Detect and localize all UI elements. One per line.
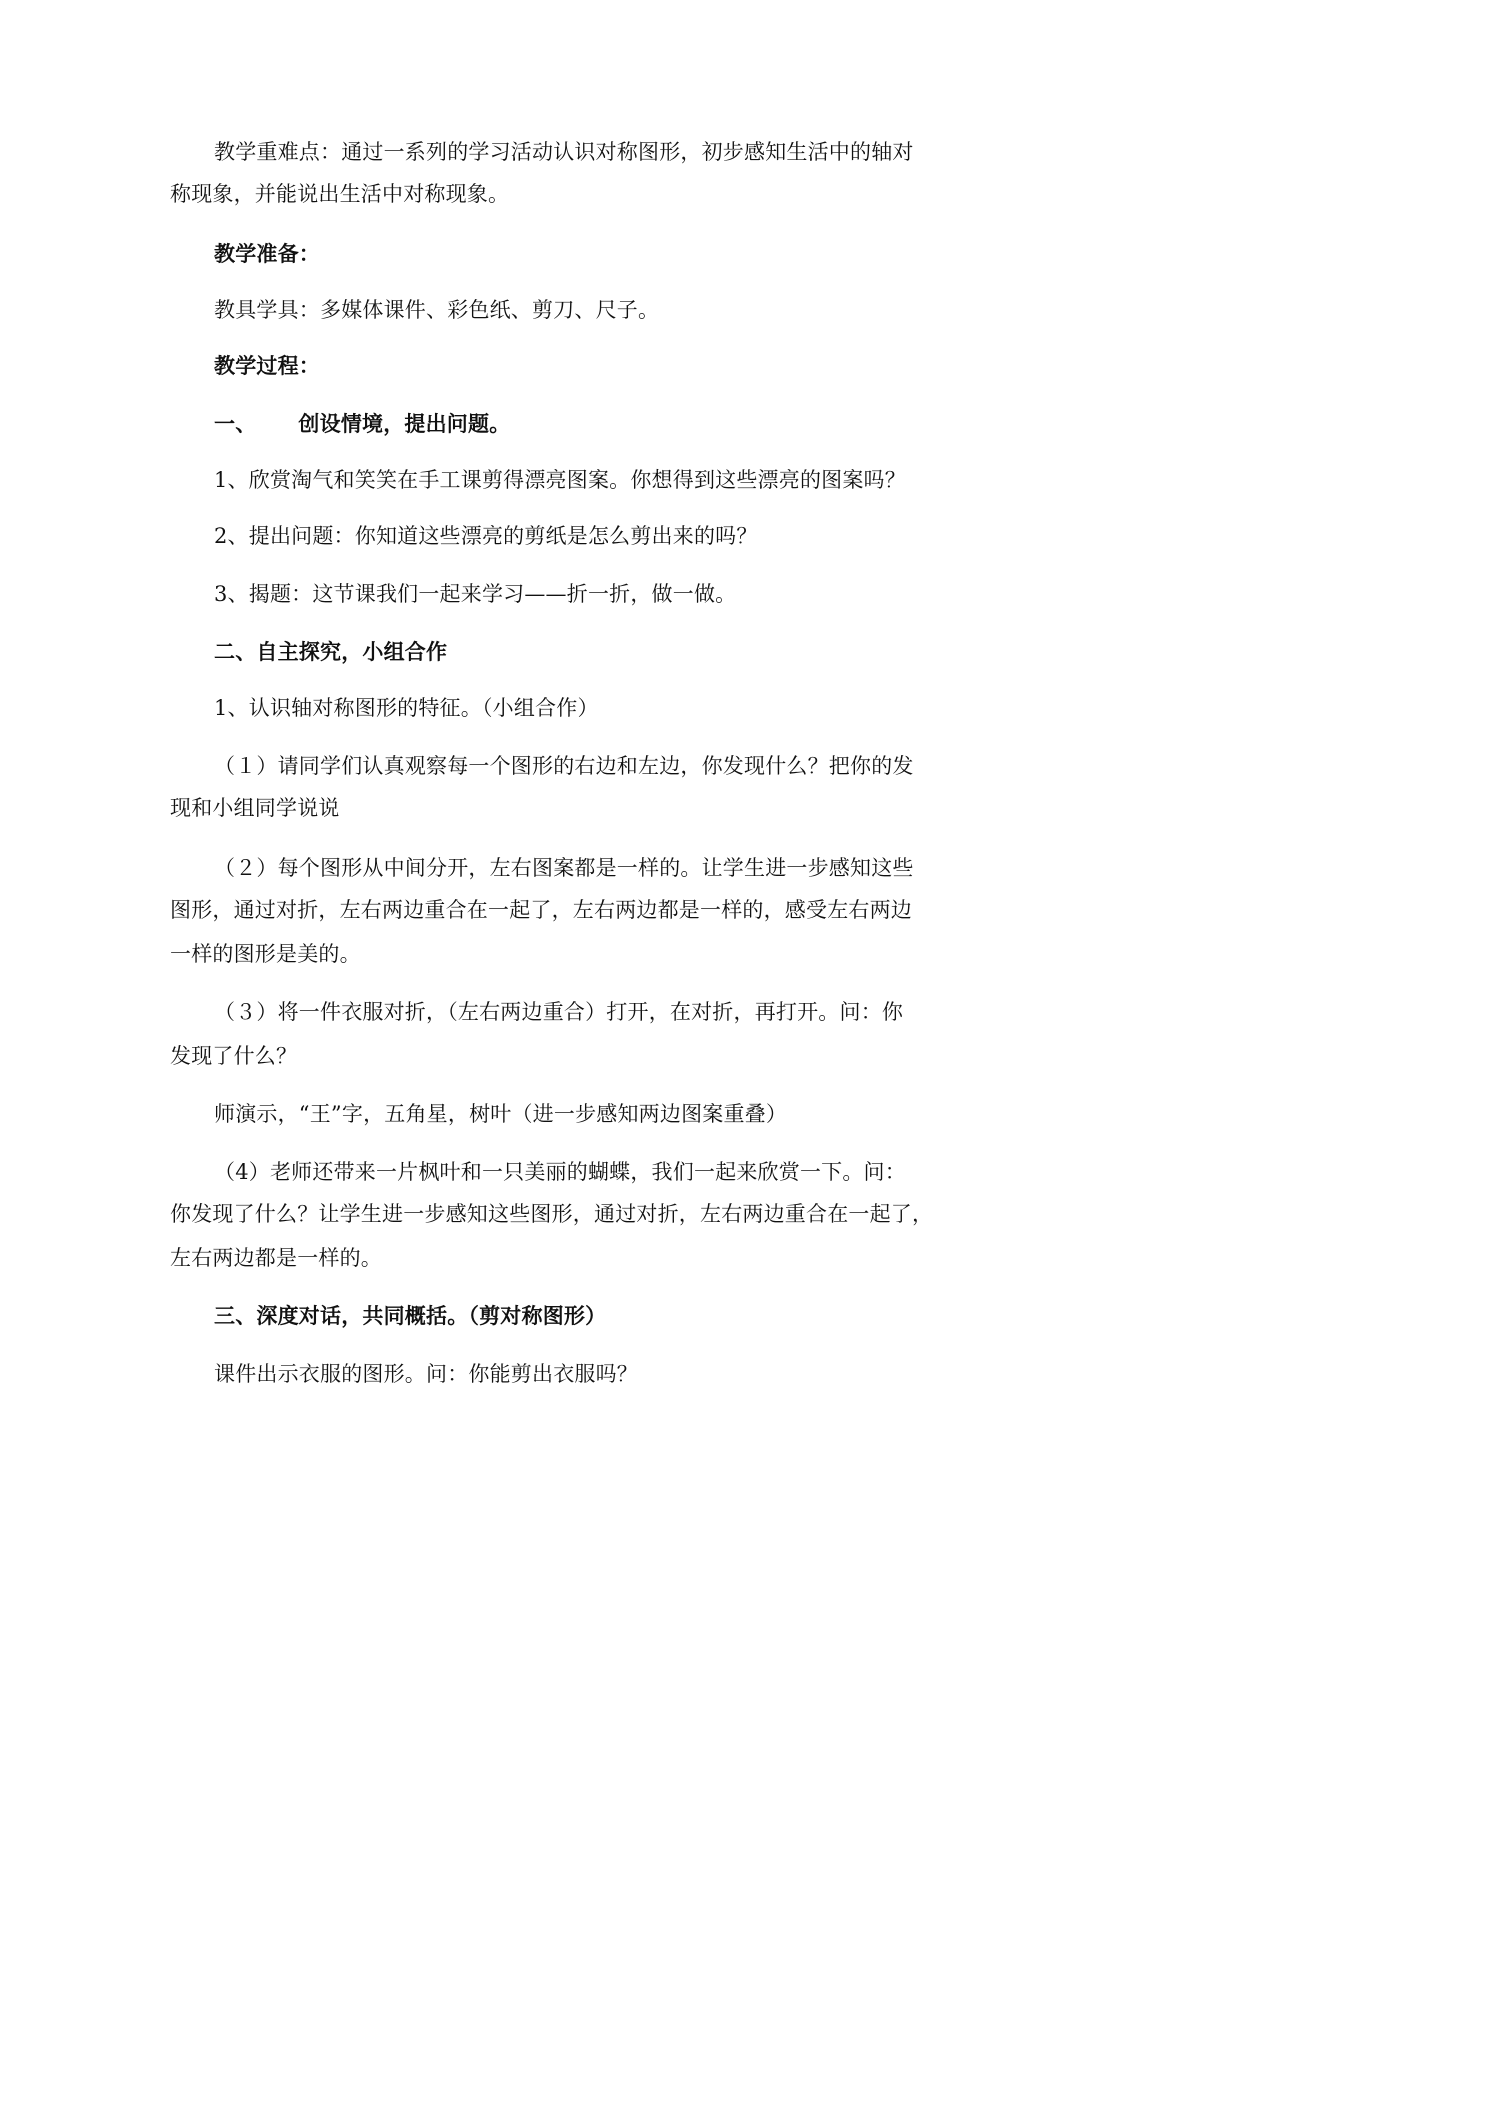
section-3-heading: 三、深度对话，共同概括。（剪对称图形） <box>214 1303 607 1328</box>
paragraph-2-line-2: 图形，通过对折，左右两边重合在一起了，左右两边都是一样的，感受左右两边 <box>170 898 912 922</box>
paragraph-1-line-2: 现和小组同学说说 <box>170 796 340 820</box>
paragraph-3-line-1: （３）将一件衣服对折，（左右两边重合）打开，在对折，再打开。问：你 <box>214 1000 904 1024</box>
section-1-heading <box>214 410 510 438</box>
prep-heading: 教学准备： <box>214 241 320 266</box>
paragraph-2-line-3: 一样的图形是美的。 <box>170 942 361 966</box>
section-3-line-1: 课件出示衣服的图形。问：你能剪出衣服吗？ <box>214 1362 638 1386</box>
section-1-item-2: 2、提出问题：你知道这些漂亮的剪纸是怎么剪出来的吗？ <box>214 524 758 548</box>
section-1-number: 一、 <box>214 411 257 436</box>
paragraph-2-line-1: （２）每个图形从中间分开，左右图案都是一样的。让学生进一步感知这些 <box>214 856 914 880</box>
section-1-item-3: 3、揭题：这节课我们一起来学习——折一折，做一做。 <box>214 582 737 606</box>
section-2-heading: 二、自主探究，小组合作 <box>214 639 448 664</box>
paragraph-4-line-3: 左右两边都是一样的。 <box>170 1246 382 1270</box>
section-2-item-1: 1、认识轴对称图形的特征。（小组合作） <box>214 696 599 720</box>
tools-line: 教具学具：多媒体课件、彩色纸、剪刀、尺子。 <box>214 298 660 322</box>
section-1-item-1: 1、欣赏淘气和笑笑在手工课剪得漂亮图案。你想得到这些漂亮的图案吗？ <box>214 468 906 492</box>
process-heading: 教学过程： <box>214 353 320 378</box>
demo-line: 师演示，“王”字，五角星，树叶（进一步感知两边图案重叠） <box>214 1102 788 1126</box>
key-points-line-2: 称现象，并能说出生活中对称现象。 <box>170 182 510 206</box>
paragraph-4-line-2: 你发现了什么？让学生进一步感知这些图形，通过对折，左右两边重合在一起了， <box>170 1202 934 1226</box>
paragraph-1-line-1: （１）请同学们认真观察每一个图形的右边和左边，你发现什么？把你的发 <box>214 754 914 778</box>
paragraph-4-line-1: （4）老师还带来一片枫叶和一只美丽的蝴蝶，我们一起来欣赏一下。问： <box>214 1160 906 1184</box>
section-1-title: 创设情境，提出问题。 <box>298 411 511 436</box>
paragraph-3-line-2: 发现了什么？ <box>170 1044 298 1068</box>
key-points-line-1: 教学重难点：通过一系列的学习活动认识对称图形，初步感知生活中的轴对 <box>214 140 914 164</box>
